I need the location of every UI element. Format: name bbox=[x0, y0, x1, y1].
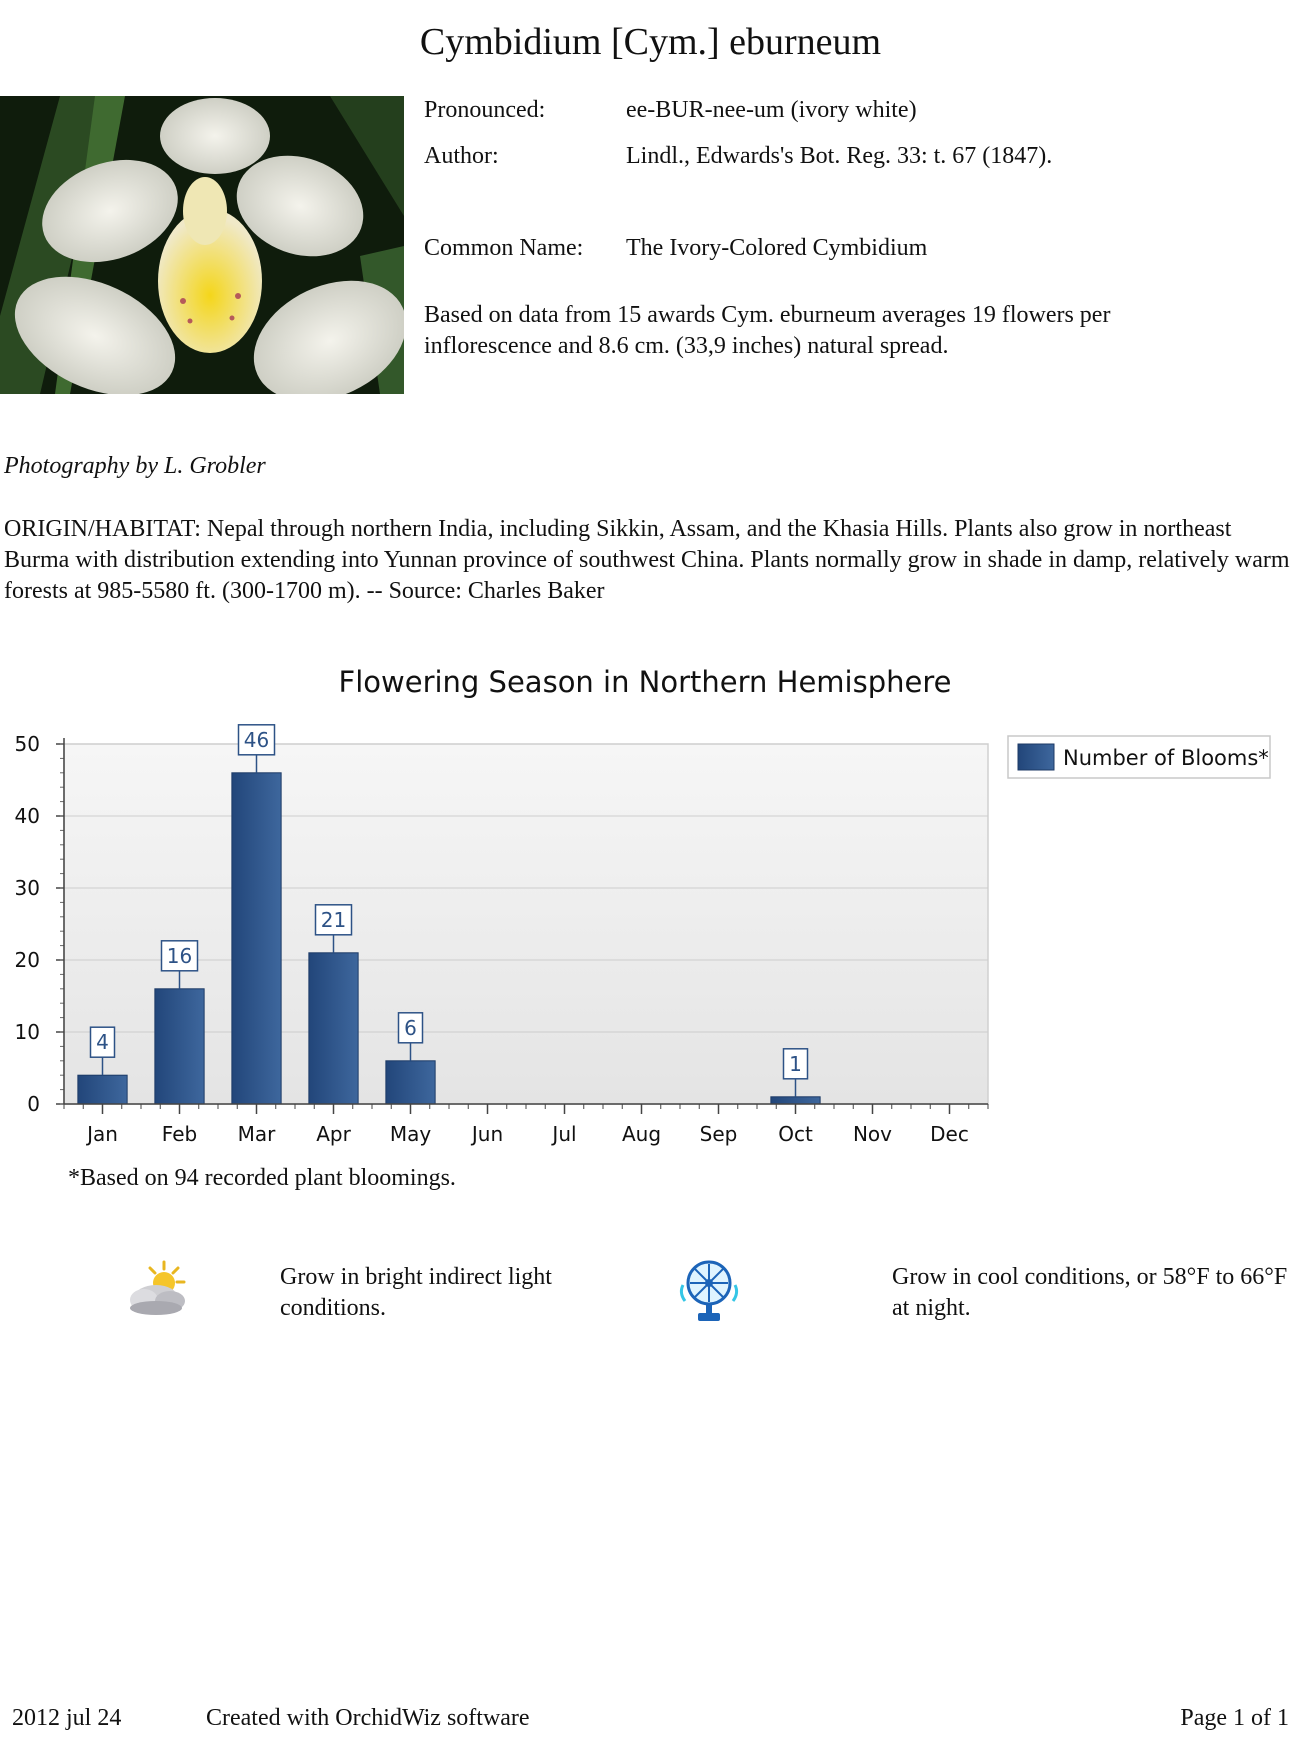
data-label: 4 bbox=[96, 1030, 109, 1055]
x-tick-label: Jun bbox=[471, 1122, 504, 1146]
y-tick-label: 10 bbox=[14, 1020, 40, 1044]
author-value: Lindl., Edwards's Bot. Reg. 33: t. 67 (1847). bbox=[626, 143, 1053, 169]
bar bbox=[78, 1075, 127, 1104]
pronounced-label: Pronounced: bbox=[424, 97, 546, 123]
data-label: 6 bbox=[404, 1015, 417, 1040]
flowering-chart bbox=[0, 660, 1301, 1165]
legend-swatch bbox=[1018, 744, 1054, 770]
x-tick-label: Dec bbox=[930, 1122, 969, 1146]
y-tick-label: 40 bbox=[14, 804, 40, 828]
bar bbox=[155, 989, 204, 1104]
footer-date: 2012 jul 24 bbox=[12, 1705, 122, 1731]
common-name-label: Common Name: bbox=[424, 235, 584, 261]
chart-footnote: *Based on 94 recorded plant bloomings. bbox=[68, 1165, 456, 1191]
common-name-value: The Ivory-Colored Cymbidium bbox=[626, 235, 928, 261]
author-label: Author: bbox=[424, 143, 499, 169]
x-tick-label: Sep bbox=[699, 1122, 738, 1146]
photo-credit: Photography by L. Grobler bbox=[4, 453, 266, 479]
chart-legend bbox=[1008, 736, 1270, 778]
fan-icon bbox=[677, 1259, 741, 1330]
y-tick-label: 0 bbox=[27, 1092, 40, 1116]
chart-title: Flowering Season in Northern Hemisphere bbox=[338, 665, 952, 699]
data-label: 16 bbox=[166, 943, 193, 968]
award-summary: Based on data from 15 awards Cym. eburneum averages 19 flowers per inflorescence and 8.6 cm. (33,9 inches) natural spread. bbox=[424, 302, 1111, 359]
bar bbox=[232, 773, 281, 1104]
partly-cloudy-icon bbox=[126, 1258, 192, 1325]
flowering-chart-svg bbox=[0, 660, 1301, 1160]
page-title: Cymbidium [Cym.] eburneum bbox=[419, 21, 882, 63]
bar bbox=[309, 953, 358, 1104]
x-tick-label: Jan bbox=[87, 1122, 118, 1146]
data-label: 21 bbox=[320, 907, 347, 932]
pronounced-value: ee-BUR-nee-um (ivory white) bbox=[626, 97, 917, 123]
y-tick-label: 50 bbox=[14, 732, 40, 756]
x-tick-label: Feb bbox=[161, 1122, 198, 1146]
x-tick-label: Mar bbox=[237, 1122, 276, 1146]
x-tick-label: May bbox=[389, 1122, 432, 1146]
y-tick-label: 30 bbox=[14, 876, 40, 900]
legend-label: Number of Blooms* bbox=[1063, 746, 1269, 770]
x-tick-label: Nov bbox=[852, 1122, 893, 1146]
x-tick-label: Jul bbox=[552, 1122, 577, 1146]
orchid-photo bbox=[0, 96, 404, 394]
origin-habitat: ORIGIN/HABITAT: Nepal through northern India, including Sikkin, Assam, and the Khasia Hills. Plants also grow in northeast Burma with distribution extending into Yunnan province of southwest China. Plants normally grow in shade in damp, relatively warm forests at 985-5580 ft. (300-1700 m). -- Source: Charles Baker bbox=[4, 516, 1290, 604]
footer-created-with: Created with OrchidWiz software bbox=[206, 1705, 530, 1731]
data-label: 1 bbox=[789, 1051, 802, 1076]
temperature-care-text: Grow in cool conditions, or 58°F to 66°F at night. bbox=[892, 1264, 1288, 1321]
x-tick-label: Oct bbox=[778, 1122, 813, 1146]
x-tick-label: Aug bbox=[621, 1122, 662, 1146]
data-label: 46 bbox=[243, 727, 270, 752]
light-care-text: Grow in bright indirect light conditions. bbox=[280, 1264, 552, 1321]
y-tick-label: 20 bbox=[14, 948, 40, 972]
bar bbox=[386, 1061, 435, 1104]
x-tick-label: Apr bbox=[316, 1122, 351, 1146]
footer-page-number: Page 1 of 1 bbox=[1180, 1705, 1289, 1731]
bar bbox=[771, 1097, 820, 1104]
